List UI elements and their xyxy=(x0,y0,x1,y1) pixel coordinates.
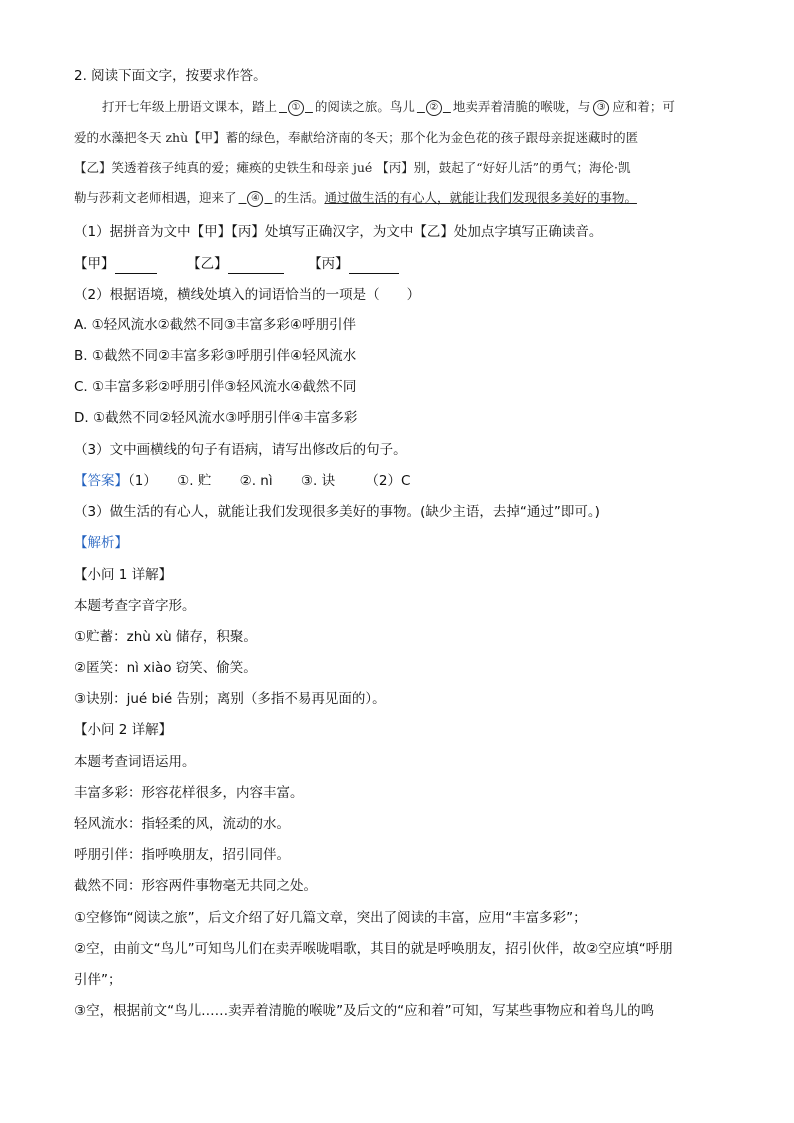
answer-tag: 【答案】 xyxy=(74,473,128,489)
blank-4: ④ xyxy=(237,188,275,208)
section-2-explain-3: ③空，根据前文“鸟儿……卖弄着清脆的喉咙”及后文的“应和着”可知，写某些事物应和着鸟儿的鸣 xyxy=(74,1003,655,1019)
subquestion-1: （1）据拼音为文中【甲】【丙】处填写正确汉字，为文中【乙】处加点字填写正确读音。 xyxy=(74,224,603,240)
answer-3: ③. 诀 xyxy=(300,473,336,489)
section-1-item-1: ①贮蓄：zhù xù 储存，积聚。 xyxy=(74,629,257,645)
blank-bing-line xyxy=(349,259,399,274)
section-1-item-2: ②匿笑：nì xiào 窃笑、偷笑。 xyxy=(74,660,257,676)
option-a: A. ①轻风流水②截然不同③丰富多彩④呼朋引伴 xyxy=(74,317,356,333)
section-2-def-3: 呼朋引伴：指呼唤朋友，招引同伴。 xyxy=(74,847,290,863)
passage-line-2: 爱的水藻把冬天 zhù【甲】蓄的绿色，奉献给济南的冬天；那个化为金色花的孩子跟母亲捉迷藏时的匿 xyxy=(74,130,639,145)
section-2-title: 【小问 2 详解】 xyxy=(74,722,173,738)
answer-2: ②. nì xyxy=(239,473,273,489)
question-title: 2. 阅读下面文字，按要求作答。 xyxy=(74,68,267,84)
option-d: D. ①截然不同②轻风流水③呼朋引伴④丰富多彩 xyxy=(74,410,358,426)
blank-yi-line xyxy=(228,259,284,274)
blank-jia-line xyxy=(115,259,157,274)
section-1-title: 【小问 1 详解】 xyxy=(74,567,173,583)
blank-2: ② xyxy=(415,97,453,117)
section-2-def-4: 截然不同：形容两件事物毫无共同之处。 xyxy=(74,878,317,894)
section-2-def-1: 丰富多彩：形容花样很多，内容丰富。 xyxy=(74,785,304,801)
answer-line-1: 【答案】（1） ①. 贮 ②. nì ③. 诀 （2）C xyxy=(74,473,411,489)
passage-line-3: 【乙】笑透着孩子纯真的爱；瘫痪的史铁生和母亲 jué 【丙】别，鼓起了“好好儿活”的勇气；海伦·凯 xyxy=(74,160,631,175)
analysis-tag: 【解析】 xyxy=(74,535,128,551)
blank-3: ③ xyxy=(590,97,612,117)
blank-bing-label: 【丙】 xyxy=(308,256,349,272)
blank-1: ① xyxy=(277,97,315,117)
subquestion-3: （3）文中画横线的句子有语病，请写出修改后的句子。 xyxy=(74,442,407,458)
subquestion-2: （2）根据语境，横线处填入的词语恰当的一项是（ ） xyxy=(74,287,421,303)
passage-line-4: 勒与莎莉文老师相遇，迎来了 ④ 的生活。通过做生活的有心人，就能让我们发现很多美好的事物。 xyxy=(74,188,637,208)
blank-jia-label: 【甲】 xyxy=(74,256,115,272)
section-2-intro: 本题考查词语运用。 xyxy=(74,754,196,770)
passage-line-1: 打开七年级上册语文课本，踏上 ① 的阅读之旅。鸟儿 ② 地卖弄着清脆的喉咙，与 ③ 应和着；可 xyxy=(102,97,675,117)
fill-blanks-row xyxy=(74,254,399,274)
underlined-sentence: 通过做生活的有心人，就能让我们发现很多美好的事物。 xyxy=(324,190,637,205)
section-1-intro: 本题考查字音字形。 xyxy=(74,598,196,614)
section-2-explain-2b: 引伴”； xyxy=(74,972,122,988)
option-b: B. ①截然不同②丰富多彩③呼朋引伴④轻风流水 xyxy=(74,348,357,364)
answer-q2: （2）C xyxy=(365,473,411,489)
blank-yi-label: 【乙】 xyxy=(187,256,228,272)
section-1-item-3: ③诀别：jué bié 告别；离别（多指不易再见面的）。 xyxy=(74,691,386,707)
answer-line-2: （3）做生活的有心人，就能让我们发现很多美好的事物。(缺少主语，去掉“通过”即可。) xyxy=(74,504,600,520)
section-2-def-2: 轻风流水：指轻柔的风，流动的水。 xyxy=(74,816,290,832)
answer-1: ①. 贮 xyxy=(177,473,212,489)
section-2-explain-2a: ②空，由前文“鸟儿”可知鸟儿们在卖弄喉咙唱歌，其目的就是呼唤朋友，招引伙伴，故②空应填“呼朋 xyxy=(74,941,673,957)
section-2-explain-1: ①空修饰“阅读之旅”，后文介绍了好几篇文章，突出了阅读的丰富，应用“丰富多彩”； xyxy=(74,910,587,926)
option-c: C. ①丰富多彩②呼朋引伴③轻风流水④截然不同 xyxy=(74,379,357,395)
